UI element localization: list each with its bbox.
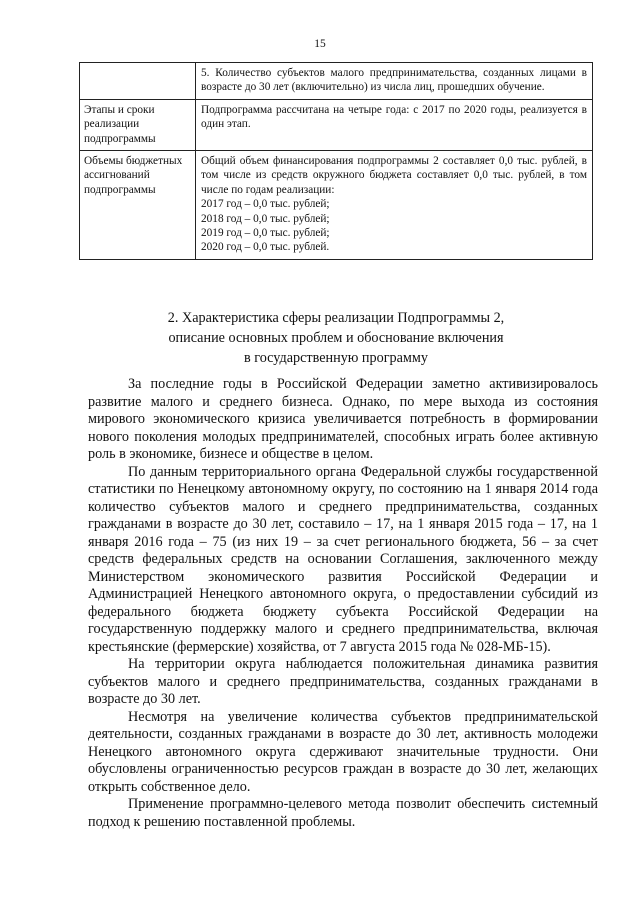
paragraph: Несмотря на увеличение количества субъектов предпринимательской деятельности, созданных гражданами в возрасте до 30 лет, активность молодежи Ненецкого автономного округа сдерживают значительные трудности. Они обусловлены ограниченностью ресурсов граждан в возрасте до 30 лет, желающих открыть собственное дело. (88, 708, 598, 795)
table-row (80, 63, 593, 100)
content-line: 2020 год – 0,0 тыс. рублей. (201, 241, 330, 254)
row-label: Этапы и сроки реализации подпрограммы (80, 99, 196, 150)
section-title (100, 308, 572, 368)
content-line: Подпрограмма рассчитана на четыре года: с 2017 по 2020 годы, реализуется в один этап. (201, 103, 587, 131)
section-title-line: в государственную программу (244, 350, 428, 366)
content-line: 2018 год – 0,0 тыс. рублей; (201, 212, 330, 225)
section-title-line: 2. Характеристика сферы реализации Подпрограммы 2, (167, 310, 505, 326)
row-label (80, 63, 196, 100)
content-line: 2019 год – 0,0 тыс. рублей; (201, 227, 330, 240)
paragraph: За последние годы в Российской Федерации заметно активизировалось развитие малого и среднего бизнеса. Однако, по мере выхода из состояния мирового экономического кризиса увеличивается потребность в формировании нового поколения молодых предпринимателей, способных играть более активную роль в экономике, бизнесе и обществе в целом. (88, 376, 598, 462)
content-line: 2017 год – 0,0 тыс. рублей; (201, 198, 330, 211)
content-line: 5. Количество субъектов малого предпринимательства, созданных лицами в возрасте до 30 лет (включительно) из числа лиц, прошедших обучение. (201, 67, 587, 94)
table-row (80, 99, 593, 150)
content-line: Общий объем финансирования подпрограммы 2 составляет 0,0 тыс. рублей, в том числе из средств окружного бюджета составляет 0,0 тыс. рублей, в том числе по годам реализации: (201, 155, 587, 196)
row-content (196, 63, 593, 100)
subprogram-passport-table (79, 62, 593, 260)
paragraph: Применение программно-целевого метода позволит обеспечить системный подход к решению поставленной проблемы. (88, 796, 598, 830)
page-number: 15 (314, 38, 326, 50)
paragraph: На территории округа наблюдается положительная динамика развития субъектов малого и среднего предпринимательства, созданных гражданами в возрасте до 30 лет. (88, 656, 598, 707)
section-title-line: описание основных проблем и обоснование включения (168, 330, 504, 346)
row-content (196, 151, 593, 260)
section-body (88, 376, 598, 831)
row-label: Объемы бюджетных ассигнований подпрограммы (80, 151, 196, 260)
table-row (80, 151, 593, 260)
row-content (196, 99, 593, 150)
paragraph: По данным территориального органа Федеральной службы государственной статистики по Ненецкому автономному округу, по состоянию на 1 января 2014 года количество субъектов малого и среднего предпринимательства, созданных гражданами в возрасте до 30 лет, составило – 17, на 1 января 2015 года – 17, на 1 января 2016 года – 75 (из них 19 – за счет регионального бюджета, 56 – за счет средств федеральных средств на основании Соглашения, заключенного между Министерством экономического развития Российской Федерации и Администрацией Ненецкого автономного округа, о предоставлении субсидий из федерального бюджета бюджету субъекта Российской Федерации на государственную поддержку малого и среднего предпринимательства, включая крестьянские (фермерские) хозяйства, от 7 августа 2015 года № 028-МБ-15). (88, 463, 598, 655)
